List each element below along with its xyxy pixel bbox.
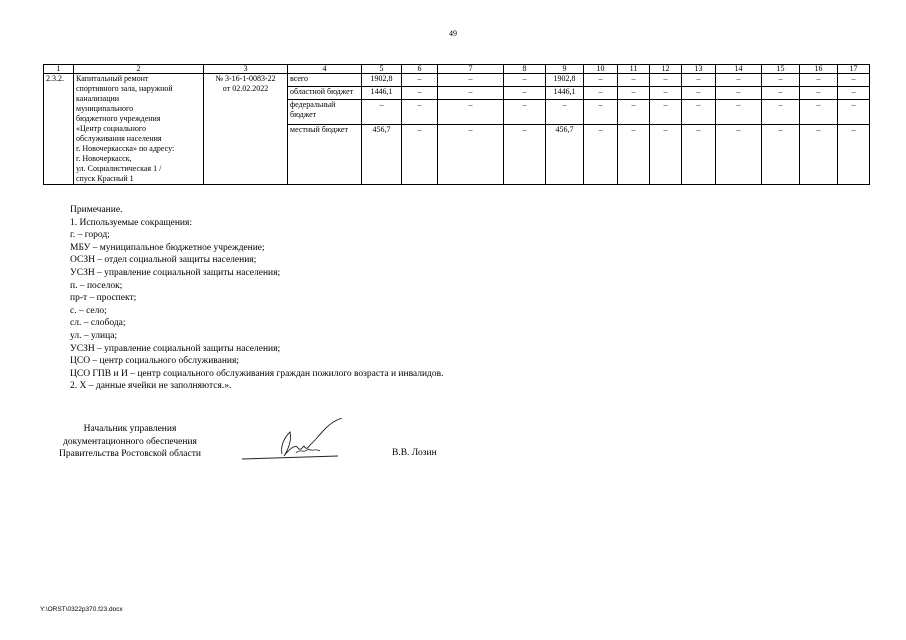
note-line: п. – поселок; [70, 280, 123, 291]
value-cell: – [618, 74, 650, 87]
value-cell: – [800, 100, 838, 125]
value-cell: – [800, 74, 838, 87]
column-header: 10 [584, 65, 618, 74]
note-line: ЦСО – центр социального обслуживания; [70, 356, 240, 367]
source-label: областной бюджет [288, 87, 362, 100]
note-line: ОСЗН – отдел социальной защиты населения; [70, 255, 257, 266]
column-header: 11 [618, 65, 650, 74]
column-header: 8 [504, 65, 546, 74]
signer-name: В.В. Лозин [392, 448, 437, 458]
object-name-line: г. Новочеркасска» по адресу: [76, 144, 175, 153]
funding-table [43, 64, 870, 185]
signatory-title-line: документационного обеспечения [63, 436, 197, 447]
note-line: 2. Х – данные ячейки не заполняются.». [70, 381, 232, 392]
column-header: 14 [716, 65, 762, 74]
column-header: 13 [682, 65, 716, 74]
value-cell: – [362, 100, 402, 125]
document-cell [204, 74, 288, 185]
value-cell: – [800, 87, 838, 100]
value-cell: – [682, 125, 716, 185]
value-cell: – [438, 87, 504, 100]
value-cell: – [762, 100, 800, 125]
value-cell: – [584, 74, 618, 87]
value-cell: – [504, 100, 546, 125]
value-cell: 1446,1 [362, 87, 402, 100]
value-cell: – [618, 125, 650, 185]
column-header: 6 [402, 65, 438, 74]
note-line: пр-т – проспект; [70, 293, 137, 304]
object-name-line: спортивного зала, наружной [76, 84, 173, 93]
file-path-footer: Y:\ORST\0322p370.f23.docx [40, 606, 123, 613]
value-cell: – [584, 100, 618, 125]
value-cell: – [838, 74, 870, 87]
source-label: местный бюджет [288, 125, 362, 185]
value-cell: – [838, 87, 870, 100]
column-header: 4 [288, 65, 362, 74]
note-line: Примечание. [70, 205, 123, 215]
signatory-title-line: Начальник управления [83, 424, 177, 434]
note-line: с. – село; [70, 305, 107, 316]
table-header-row [44, 65, 870, 74]
value-cell: – [584, 125, 618, 185]
document-number: № 3-16-1-0083-22 [215, 74, 276, 83]
column-header: 1 [44, 65, 74, 74]
column-header: 17 [838, 65, 870, 74]
column-header: 9 [546, 65, 584, 74]
value-cell: – [546, 100, 584, 125]
value-cell: – [402, 87, 438, 100]
value-cell: 1902,8 [546, 74, 584, 87]
value-cell: – [504, 87, 546, 100]
note-line: 1. Используемые сокращения: [70, 217, 192, 228]
value-cell: – [618, 87, 650, 100]
value-cell: – [650, 74, 682, 87]
value-cell: – [716, 74, 762, 87]
notes-section [70, 204, 444, 393]
value-cell: 1902,8 [362, 74, 402, 87]
value-cell: – [762, 74, 800, 87]
object-name-line: ул. Социалистическая 1 / [76, 164, 162, 173]
note-line: г. – город; [70, 230, 110, 241]
value-cell: – [650, 100, 682, 125]
value-cell: – [438, 100, 504, 125]
note-line: сл. – слобода; [70, 318, 126, 329]
note-line: ЦСО ГПВ и И – центр социального обслуживания граждан пожилого возраста и инвалидов. [70, 368, 444, 379]
value-cell: – [682, 74, 716, 87]
object-name-line: обслуживания населения [76, 134, 162, 143]
value-cell: – [716, 100, 762, 125]
signatory-title-line: Правительства Ростовской области [59, 449, 201, 460]
value-cell: – [838, 100, 870, 125]
object-name-line: г. Новочеркасск, [76, 154, 132, 163]
source-label: всего [288, 74, 362, 87]
value-cell: – [682, 100, 716, 125]
value-cell: – [438, 125, 504, 185]
object-name-cell [74, 74, 204, 185]
value-cell: – [762, 87, 800, 100]
value-cell: – [504, 74, 546, 87]
value-cell: – [402, 74, 438, 87]
value-cell: – [800, 125, 838, 185]
value-cell: 456,7 [362, 125, 402, 185]
value-cell: – [762, 125, 800, 185]
object-name-line: канализации [76, 94, 120, 103]
value-cell: – [438, 74, 504, 87]
column-header: 2 [74, 65, 204, 74]
note-line: ул. – улица; [70, 330, 118, 341]
handwritten-signature [238, 418, 348, 466]
object-name-line: Капитальный ремонт [76, 74, 149, 83]
value-cell: – [650, 87, 682, 100]
object-name-line: спуск Красный 1 [76, 174, 134, 183]
page-number: 49 [449, 29, 457, 38]
row-number: 2.3.2. [44, 74, 74, 185]
value-cell: – [838, 125, 870, 185]
note-line: УСЗН – управление социальной защиты населения; [70, 343, 281, 354]
object-name-line: бюджетного учреждения [76, 114, 161, 123]
value-cell: – [402, 125, 438, 185]
column-header: 15 [762, 65, 800, 74]
object-name-line: «Центр социального [76, 124, 146, 133]
note-line: МБУ – муниципальное бюджетное учреждение; [70, 242, 265, 253]
value-cell: – [504, 125, 546, 185]
note-line: УСЗН – управление социальной защиты населения; [70, 267, 281, 278]
value-cell: 1446,1 [546, 87, 584, 100]
table-row [44, 74, 870, 87]
object-name-line: муниципального [76, 104, 134, 113]
document-date: от 02.02.2022 [222, 84, 269, 93]
value-cell: – [716, 125, 762, 185]
value-cell: – [402, 100, 438, 125]
value-cell: – [618, 100, 650, 125]
column-header: 12 [650, 65, 682, 74]
column-header: 16 [800, 65, 838, 74]
column-header: 7 [438, 65, 504, 74]
column-header: 3 [204, 65, 288, 74]
value-cell: – [716, 87, 762, 100]
value-cell: – [650, 125, 682, 185]
value-cell: – [682, 87, 716, 100]
column-header: 5 [362, 65, 402, 74]
source-label: федеральный бюджет [288, 100, 362, 125]
value-cell: – [584, 87, 618, 100]
signatory-title [40, 423, 220, 461]
value-cell: 456,7 [546, 125, 584, 185]
